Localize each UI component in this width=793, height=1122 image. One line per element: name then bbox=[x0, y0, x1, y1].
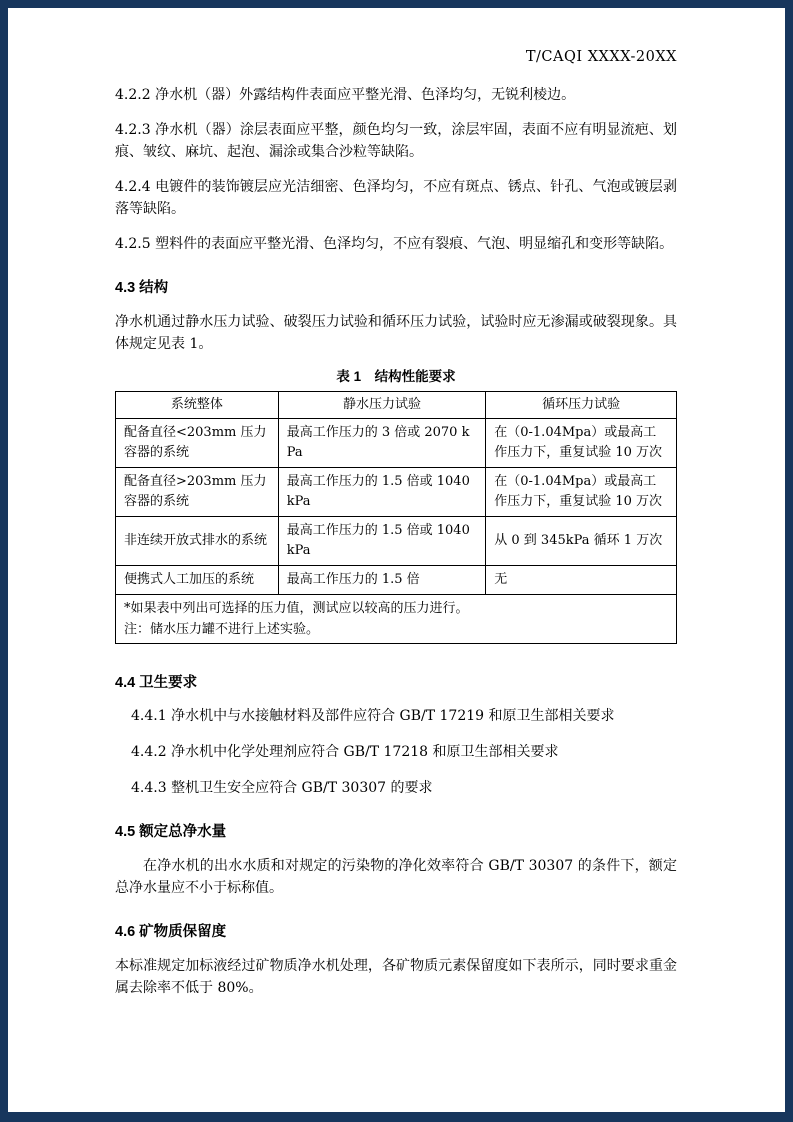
doc-number: T/CAQI XXXX-20XX bbox=[525, 49, 677, 65]
table-cell: 配备直径>203mm 压力容器的系统 bbox=[116, 468, 279, 517]
page-content bbox=[8, 8, 785, 999]
clause-4-2-4: 4.2.4 电镀件的装饰镀层应光洁细密、色泽均匀，不应有斑点、锈点、针孔、气泡或镀层剥落等缺陷。 bbox=[115, 179, 677, 217]
table-row bbox=[116, 468, 677, 517]
section-4-3-body: 净水机通过静水压力试验、破裂压力试验和循环压力试验，试验时应无渗漏或破裂现象。具体规定见表 1。 bbox=[115, 314, 677, 352]
table-row bbox=[116, 566, 677, 595]
table-header-system: 系统整体 bbox=[116, 392, 279, 419]
table-cell: 最高工作压力的 1.5 倍 bbox=[278, 566, 486, 595]
section-heading-4-4: 4.4 卫生要求 bbox=[115, 675, 198, 691]
table-cell: 最高工作压力的 1.5 倍或 1040kPa bbox=[278, 517, 486, 566]
table-cell: 在（0-1.04Mpa）或最高工作压力下，重复试验 10 万次 bbox=[486, 419, 677, 468]
section-4-4-items bbox=[115, 706, 677, 799]
clause-4-4-3: 4.4.3 整机卫生安全应符合 GB/T 30307 的要求 bbox=[131, 780, 433, 796]
table-row bbox=[116, 419, 677, 468]
table-row bbox=[116, 517, 677, 566]
clause-4-2-5: 4.2.5 塑料件的表面应平整光滑、色泽均匀，不应有裂痕、气泡、明显缩孔和变形等缺陷。 bbox=[115, 236, 674, 252]
clause-4-2-3: 4.2.3 净水机（器）涂层表面应平整，颜色均匀一致，涂层牢固，表面不应有明显流疤、划痕、皱纹、麻坑、起泡、漏涂或集合沙粒等缺陷。 bbox=[115, 122, 677, 160]
table-cell: 最高工作压力的 3 倍或 2070 kPa bbox=[278, 419, 486, 468]
table-header-row bbox=[116, 392, 677, 419]
table-cell: 非连续开放式排水的系统 bbox=[116, 517, 279, 566]
clause-4-4-1: 4.4.1 净水机中与水接触材料及部件应符合 GB/T 17219 和原卫生部相关要求 bbox=[131, 708, 615, 724]
table-header-static-pressure: 静水压力试验 bbox=[278, 392, 486, 419]
table-footnote-asterisk: *如果表中列出可选择的压力值，测试应以较高的压力进行。 bbox=[124, 601, 469, 616]
section-heading-4-6: 4.6 矿物质保留度 bbox=[115, 924, 227, 940]
section-4-5-body: 在净水机的出水水质和对规定的污染物的净化效率符合 GB/T 30307 的条件下，额定总净水量应不小于标称值。 bbox=[115, 858, 677, 896]
table-cell: 在（0-1.04Mpa）或最高工作压力下，重复试验 10 万次 bbox=[486, 468, 677, 517]
table-cell: 便携式人工加压的系统 bbox=[116, 566, 279, 595]
section-4-6-body: 本标准规定加标液经过矿物质净水机处理，各矿物质元素保留度如下表所示，同时要求重金属去除率不低于 80%。 bbox=[115, 958, 677, 996]
table-cell: 从 0 到 345kPa 循环 1 万次 bbox=[486, 517, 677, 566]
clause-4-4-2: 4.4.2 净水机中化学处理剂应符合 GB/T 17218 和原卫生部相关要求 bbox=[131, 744, 559, 760]
table-cell: 配备直径<203mm 压力容器的系统 bbox=[116, 419, 279, 468]
table-cell: 最高工作压力的 1.5 倍或 1040kPa bbox=[278, 468, 486, 517]
table-footnote-note: 注：储水压力罐不进行上述实验。 bbox=[124, 622, 320, 637]
section-heading-4-5: 4.5 额定总净水量 bbox=[115, 824, 227, 840]
table-footnote-cell bbox=[116, 595, 677, 644]
section-heading-4-3: 4.3 结构 bbox=[115, 280, 169, 296]
table-1-caption: 表 1 结构性能要求 bbox=[336, 369, 456, 384]
table-header-cyclic-pressure: 循环压力试验 bbox=[486, 392, 677, 419]
table-structural-requirements bbox=[115, 391, 677, 644]
clause-4-2-2: 4.2.2 净水机（器）外露结构件表面应平整光滑、色泽均匀，无锐利棱边。 bbox=[115, 87, 576, 103]
table-cell: 无 bbox=[486, 566, 677, 595]
table-footnote-row bbox=[116, 595, 677, 644]
